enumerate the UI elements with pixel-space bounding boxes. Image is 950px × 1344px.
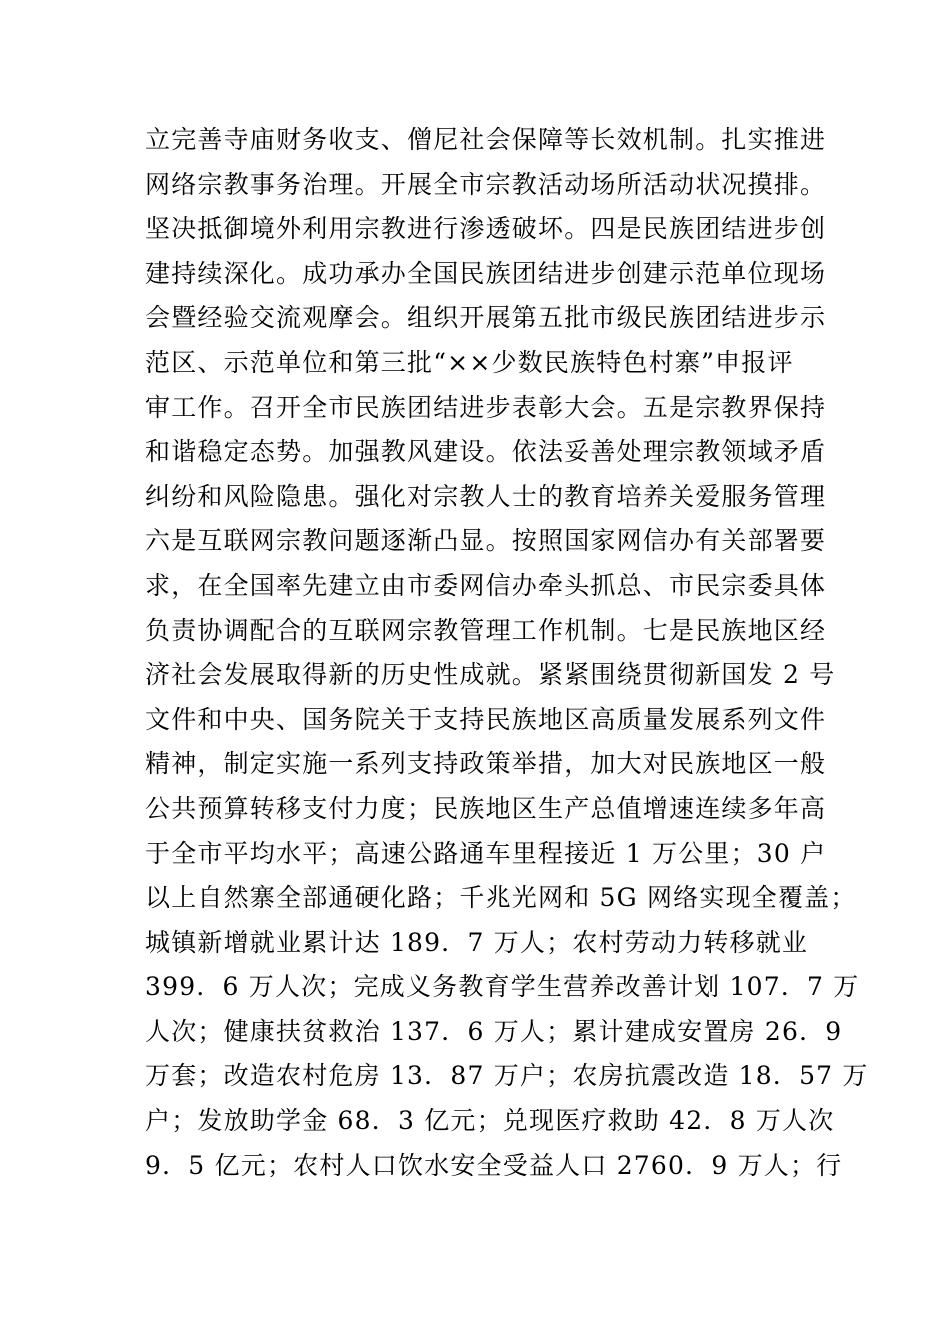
text-line: 审工作。召开全市民族团结进步表彰大会。五是宗教界保持	[145, 392, 827, 422]
text-line: 9．5 亿元；农村人口饮水安全受益人口 2760．9 万人；行	[145, 1150, 843, 1180]
text-line: 户；发放助学金 68．3 亿元；兑现医疗救助 42．8 万人次	[145, 1106, 835, 1136]
text-line: 精神，制定实施一系列支持政策举措，加大对民族地区一般	[145, 749, 827, 779]
text-line: 范区、示范单位和第三批“××少数民族特色村寨”申报评	[145, 347, 794, 377]
text-line: 立完善寺庙财务收支、僧尼社会保障等长效机制。扎实推进	[145, 125, 827, 154]
text-line: 纠纷和风险隐患。强化对宗教人士的教育培养关爱服务管理	[145, 481, 827, 511]
text-line: 六是互联网宗教问题逐渐凸显。按照国家网信办有关部署要	[145, 526, 827, 556]
text-line: 399．6 万人次；完成义务教育学生营养改善计划 107．7 万	[145, 972, 860, 1002]
text-line: 城镇新增就业累计达 189．7 万人；农村劳动力转移就业	[145, 927, 809, 957]
text-line: 负责协调配合的互联网宗教管理工作机制。七是民族地区经	[145, 615, 827, 645]
text-line: 坚决抵御境外利用宗教进行渗透破坏。四是民族团结进步创	[145, 214, 827, 244]
text-line: 和谐稳定态势。加强教风建设。依法妥善处理宗教领域矛盾	[145, 437, 827, 467]
body-text	[145, 118, 869, 1188]
text-line: 网络宗教事务治理。开展全市宗教活动场所活动状况摸排。	[145, 169, 827, 199]
text-line: 文件和中央、国务院关于支持民族地区高质量发展系列文件	[145, 704, 827, 734]
text-line: 会暨经验交流观摩会。组织开展第五批市级民族团结进步示	[145, 303, 827, 333]
text-line: 以上自然寨全部通硬化路；千兆光网和 5G 网络实现全覆盖；	[145, 883, 857, 913]
text-line: 万套；改造农村危房 13．87 万户；农房抗震改造 18．57 万	[145, 1061, 869, 1091]
text-line: 公共预算转移支付力度；民族地区生产总值增速连续多年高	[145, 793, 827, 823]
text-line: 济社会发展取得新的历史性成就。紧紧围绕贯彻新国发 2 号	[145, 660, 836, 690]
text-line: 人次；健康扶贫救治 137．6 万人；累计建成安置房 26．9	[145, 1016, 843, 1046]
text-line: 求，在全国率先建立由市委网信办牵头抓总、市民宗委具体	[145, 570, 827, 600]
text-line: 于全市平均水平；高速公路通车里程接近 1 万公里；30 户	[145, 838, 827, 868]
text-line: 建持续深化。成功承办全国民族团结进步创建示范单位现场	[145, 258, 827, 288]
